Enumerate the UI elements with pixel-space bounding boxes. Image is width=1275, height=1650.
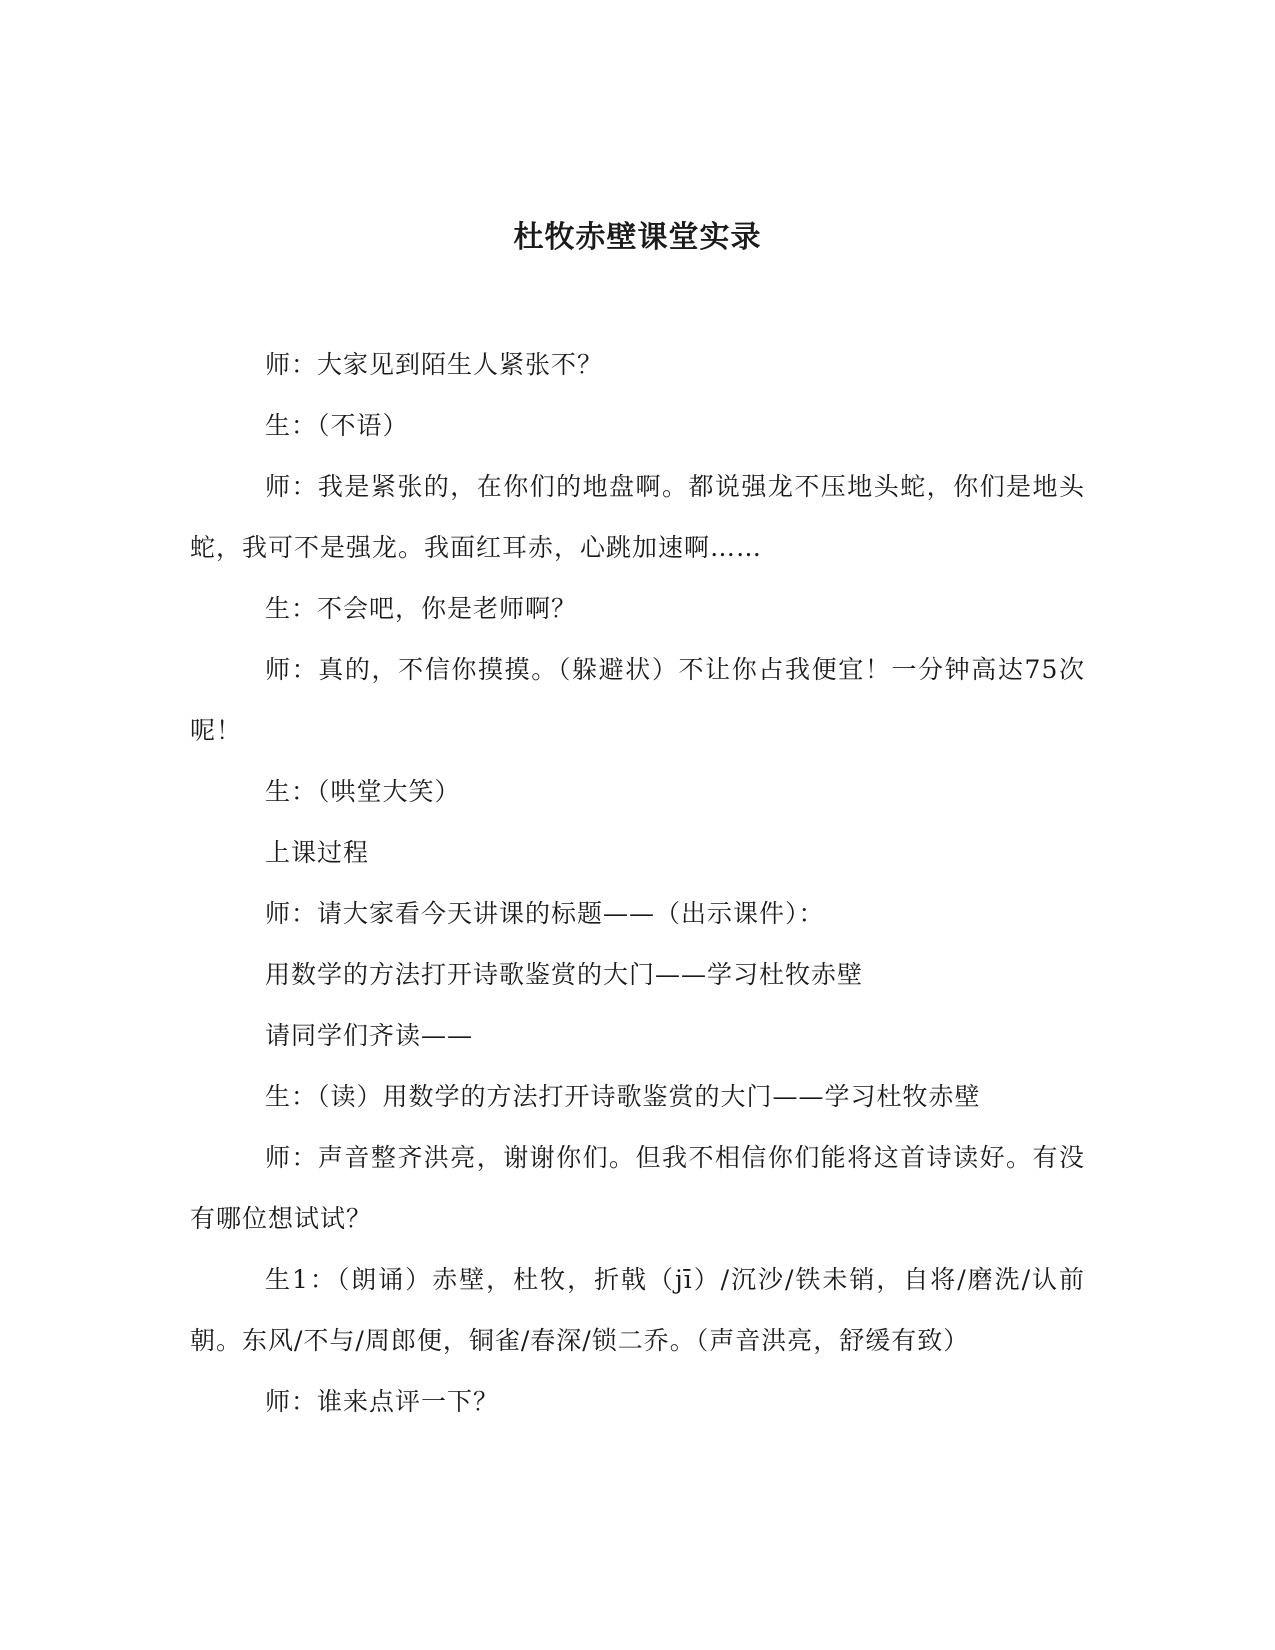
paragraph: 生：（哄堂大笑） <box>265 777 461 806</box>
document-body <box>190 334 1085 1432</box>
paragraph: 师：声音整齐洪亮，谢谢你们。但我不相信你们能将这首诗读好。有没有哪位想试试？ <box>190 1143 1085 1233</box>
paragraph: 师：真的，不信你摸摸。（躲避状）不让你占我便宜！一分钟高达75次呢！ <box>190 655 1085 745</box>
paragraph: 生：不会吧，你是老师啊？ <box>265 594 578 623</box>
paragraph: 生：（不语） <box>265 411 409 440</box>
section-heading: 上课过程 <box>265 838 370 867</box>
paragraph: 生1：（朗诵）赤壁，杜牧，折戟（jī）/沉沙/铁未销，自将/磨洗/认前朝。东风/不与/周郎便，铜雀/春深/锁二乔。（声音洪亮，舒缓有致） <box>190 1265 1085 1355</box>
paragraph: 生：（读）用数学的方法打开诗歌鉴赏的大门——学习杜牧赤壁 <box>265 1082 981 1111</box>
paragraph: 请同学们齐读—— <box>265 1021 474 1050</box>
paragraph: 师：谁来点评一下？ <box>265 1387 500 1416</box>
paragraph: 用数学的方法打开诗歌鉴赏的大门——学习杜牧赤壁 <box>265 960 864 989</box>
paragraph: 师：我是紧张的，在你们的地盘啊。都说强龙不压地头蛇，你们是地头蛇，我可不是强龙。我面红耳赤，心跳加速啊…… <box>190 472 1085 562</box>
paragraph: 师：请大家看今天讲课的标题——（出示课件）： <box>265 899 825 928</box>
paragraph: 师：大家见到陌生人紧张不？ <box>265 350 604 379</box>
document-title: 杜牧赤壁课堂实录 <box>513 220 762 255</box>
